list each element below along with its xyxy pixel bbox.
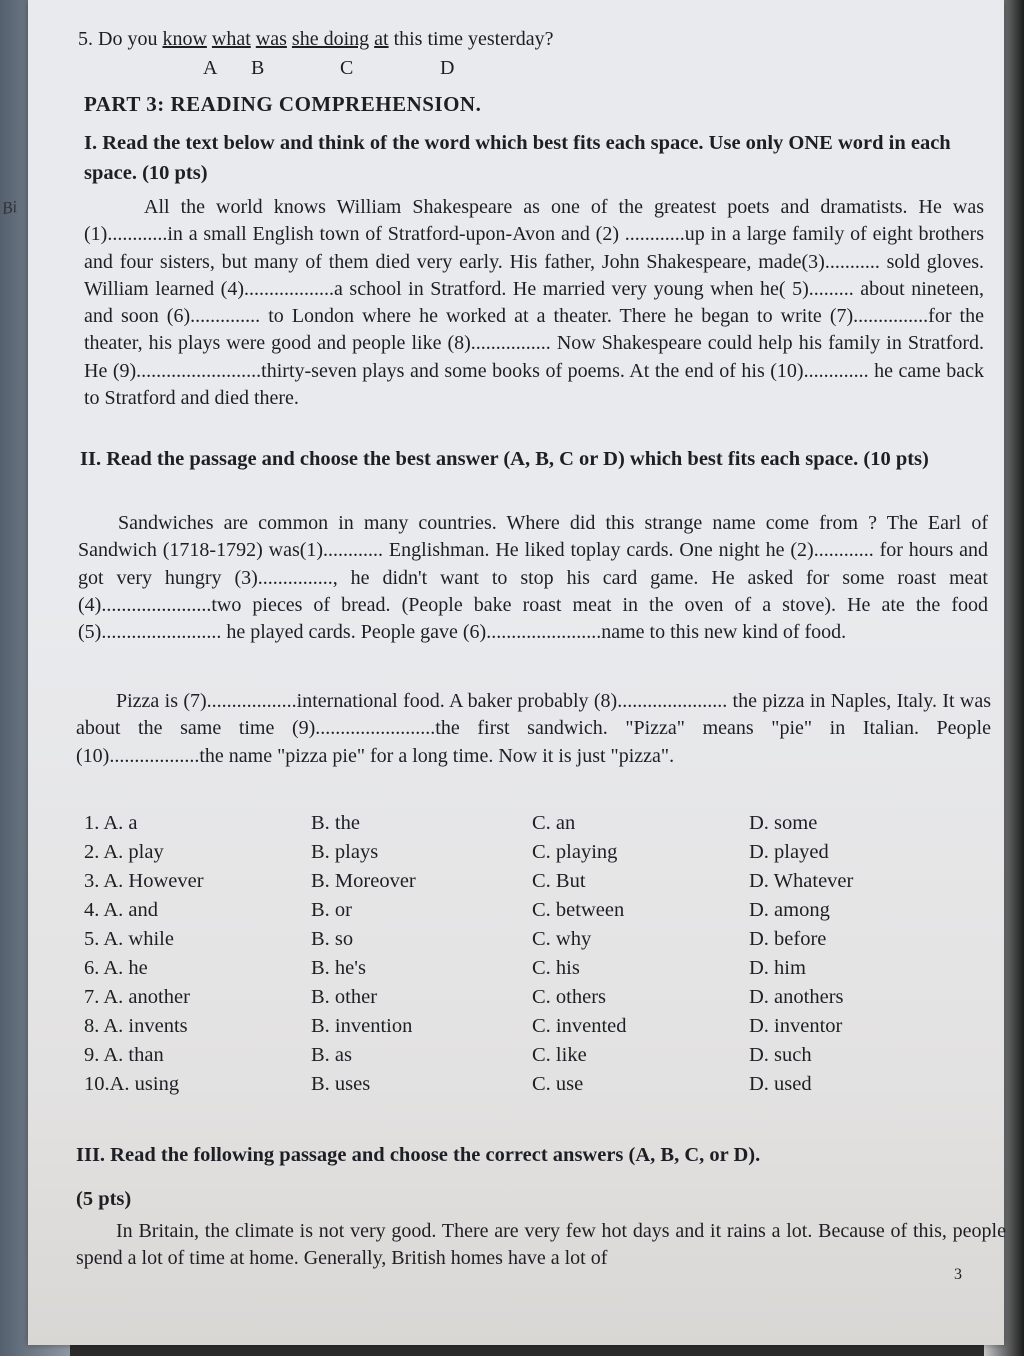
option-row bbox=[84, 986, 964, 1014]
option-row bbox=[84, 928, 964, 956]
option-6c: C. his bbox=[532, 957, 580, 979]
option-8b: B. invention bbox=[311, 1015, 413, 1037]
option-2d: D. played bbox=[749, 841, 829, 863]
option-1a: 1. A. a bbox=[84, 812, 138, 834]
option-8d: D. inventor bbox=[749, 1015, 843, 1037]
option-7d: D. anothers bbox=[749, 986, 844, 1008]
section-1-text: All the world knows William Shakespeare as one of the greatest poets and dramatists. He was (1)............in a small English town of Stratford-upon-Avon and (2) ............up in a large family of eight brothers and four sisters, but many of them died very early. His father, John Shakespeare, made(3)........... sold gloves. William learned (4)..................a school in Stratford. He married very young when he( 5)......... about nineteen, and soon (6).............. to London where he worked at a theater. There he began to write (7)...............for the theater, his plays were good and people like (8)................ Now Shakespeare could help his family in Stratford. He (9).........................thirty-seven plays and some books of poems. At the end of his (10)............. he came back to Stratford and died there. bbox=[84, 196, 984, 410]
option-9b: B. as bbox=[311, 1044, 352, 1066]
option-9c: C. like bbox=[532, 1044, 587, 1066]
q5-suffix: this time yesterday? bbox=[388, 28, 554, 50]
question-5 bbox=[78, 28, 554, 51]
part-3-title: PART 3: READING COMPREHENSION. bbox=[84, 92, 482, 116]
option-6b: B. he's bbox=[311, 957, 366, 979]
letter-d: D bbox=[440, 57, 455, 79]
option-6d: D. him bbox=[749, 957, 806, 979]
option-1c: C. an bbox=[532, 812, 576, 834]
letter-a: A bbox=[203, 57, 218, 79]
option-1d: D. some bbox=[749, 812, 818, 834]
answer-options bbox=[84, 812, 964, 1102]
option-4c: C. between bbox=[532, 899, 625, 921]
option-row bbox=[84, 841, 964, 869]
section-3-passage bbox=[76, 1218, 1006, 1273]
option-3a: 3. A. However bbox=[84, 870, 204, 892]
q5-underline-d: at bbox=[374, 28, 389, 50]
option-6a: 6. A. he bbox=[84, 957, 148, 979]
section-2-text-1: Sandwiches are common in many countries. Where did this strange name come from ? The Earl of Sandwich (1718-1792) was(1)............ Englishman. He liked toplay cards. One night he (2)............ for hours and got very hungry (3)..............., he didn't want to stop his card game. He asked for some roast meat (4)......................two pieces of bread. (People bake roast meat in the oven of a stove). He ate the food (5)........................ he played cards. People gave (6).......................name to this new kind of food. bbox=[78, 512, 988, 644]
option-row bbox=[84, 870, 964, 898]
section-3-instruction: III. Read the following passage and choose the correct answers (A, B, C, or D). bbox=[76, 1144, 761, 1166]
q5-underline-c: she doing bbox=[291, 28, 370, 50]
option-10a: 10.A. using bbox=[84, 1073, 180, 1095]
option-3b: B. Moreover bbox=[311, 870, 416, 892]
letter-c: C bbox=[340, 57, 354, 79]
option-row bbox=[84, 1015, 964, 1043]
letter-b: B bbox=[251, 57, 265, 79]
q5-prefix: 5. Do you bbox=[78, 28, 163, 50]
section-1-passage bbox=[84, 194, 984, 412]
option-row bbox=[84, 812, 964, 840]
section-2-passage-1 bbox=[78, 510, 988, 646]
option-7b: B. other bbox=[311, 986, 378, 1008]
option-9d: D. such bbox=[749, 1044, 812, 1066]
option-row bbox=[84, 957, 964, 985]
option-5d: D. before bbox=[749, 928, 827, 950]
option-2c: C. playing bbox=[532, 841, 618, 863]
option-10c: C. use bbox=[532, 1073, 584, 1095]
option-8c: C. invented bbox=[532, 1015, 627, 1037]
option-1b: B. the bbox=[311, 812, 360, 834]
q5-underline-a2: what bbox=[211, 28, 251, 50]
option-10d: D. used bbox=[749, 1073, 812, 1095]
section-3-points: (5 pts) bbox=[76, 1188, 132, 1210]
option-2b: B. plays bbox=[311, 841, 379, 863]
margin-note: Bi bbox=[0, 197, 19, 218]
option-7c: C. others bbox=[532, 986, 607, 1008]
option-3d: D. Whatever bbox=[749, 870, 854, 892]
section-2-instruction: II. Read the passage and choose the best answer (A, B, C or D) which best fits each space. (10 pts) bbox=[80, 448, 929, 470]
page-number: 3 bbox=[954, 1266, 962, 1283]
option-row bbox=[84, 1044, 964, 1072]
option-5c: C. why bbox=[532, 928, 592, 950]
option-3c: C. But bbox=[532, 870, 586, 892]
option-row bbox=[84, 899, 964, 927]
section-1-instruction: I. Read the text below and think of the word which best fits each space. Use only ONE word in each space. (10 pts) bbox=[84, 132, 951, 184]
option-8a: 8. A. invents bbox=[84, 1015, 188, 1037]
section-2-text-2: Pizza is (7)..................international food. A baker probably (8)...................... the pizza in Naples, Italy. It was about the same time (9)........................the first sandwich. "Pizza" means "pie" in Italian. People (10)..................the name "pizza pie" for a long time. Now it is just "pizza". bbox=[76, 690, 991, 767]
option-2a: 2. A. play bbox=[84, 841, 164, 863]
section-2-passage-2 bbox=[76, 688, 991, 770]
option-5b: B. so bbox=[311, 928, 354, 950]
section-3-text: In Britain, the climate is not very good. There are very few hot days and it rains a lot. Because of this, people spend a lot of time at home. Generally, British homes have a lot of bbox=[76, 1220, 1006, 1270]
option-4a: 4. A. and bbox=[84, 899, 159, 921]
option-9a: 9. A. than bbox=[84, 1044, 164, 1066]
q5-underline-a: know bbox=[162, 28, 207, 50]
option-7a: 7. A. another bbox=[84, 986, 190, 1008]
option-5a: 5. A. while bbox=[84, 928, 174, 950]
option-10b: B. uses bbox=[311, 1073, 371, 1095]
option-4d: D. among bbox=[749, 899, 830, 921]
option-4b: B. or bbox=[311, 899, 352, 921]
q5-underline-b: was bbox=[255, 28, 287, 50]
option-row bbox=[84, 1073, 964, 1101]
